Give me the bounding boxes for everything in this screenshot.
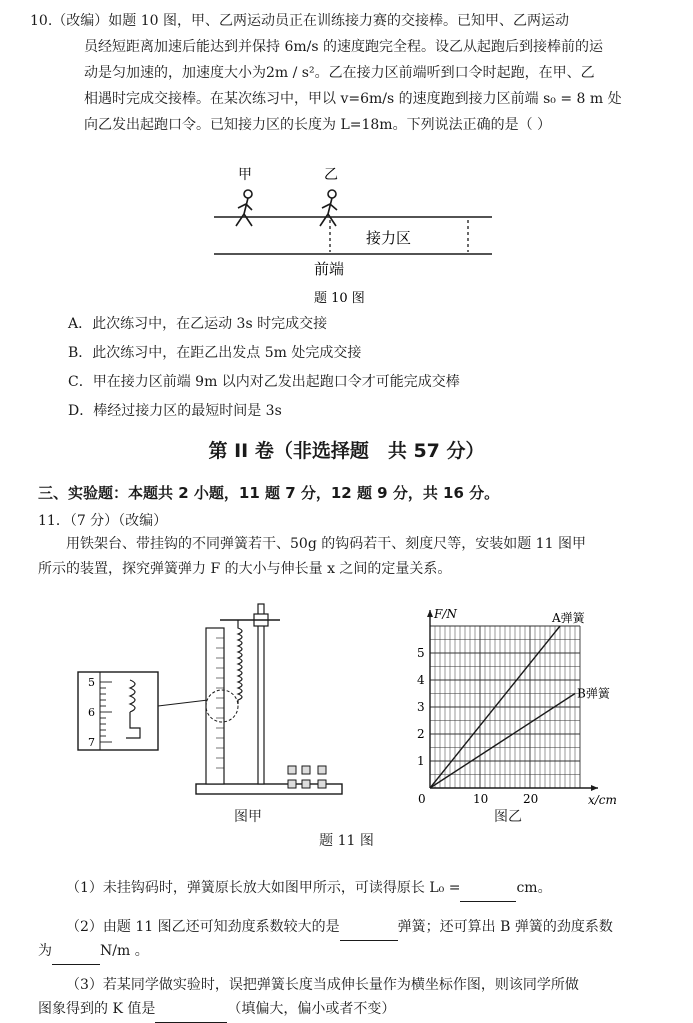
sub2-unit: N/m 。 — [100, 943, 149, 959]
zone-label: 接力区 — [366, 229, 412, 247]
y-axis-label: F/N — [434, 607, 457, 621]
runner-b-label: 乙 — [324, 167, 338, 183]
sub3-hint: （填偏大，偏小或者不变） — [227, 1001, 396, 1017]
scale-tick-label: 6 — [88, 706, 95, 719]
x-tick-label: 10 — [473, 792, 489, 806]
option-c: C．甲在接力区前端 9m 以内对乙发出起跑口令才可能完成交棒 — [68, 374, 460, 390]
figure-10-caption: 题 10 图 — [314, 291, 365, 306]
runner-b-figure — [320, 190, 337, 226]
sub-question-3-line-2 — [38, 996, 668, 1023]
y-tick-label: 4 — [417, 673, 425, 687]
answer-blank-4[interactable] — [155, 996, 227, 1023]
scale-tick-label: 7 — [88, 736, 95, 749]
sub2-text: （2）由题 11 图乙还可知劲度系数较大的是 — [66, 919, 340, 935]
sub-question-2 — [38, 914, 693, 941]
q10-line: 10.（改编）如题 10 图，甲、乙两运动员正在训练接力赛的交接棒。已知甲、乙两运动 — [30, 13, 569, 29]
answer-blank-1[interactable] — [460, 875, 516, 902]
inset-pointer — [158, 700, 208, 706]
question-11-body — [38, 532, 668, 582]
series-label: B弹簧 — [577, 686, 610, 701]
x-tick-label: 20 — [523, 792, 539, 806]
sub-question-1 — [38, 875, 693, 902]
q10-line: 动是匀加速的，加速度大小为2m / s²。乙在接力区前端听到口令时起跑，在甲、乙 — [84, 65, 595, 81]
hook-weights — [288, 766, 326, 788]
option-b: B．此次练习中，在距乙出发点 5m 处完成交接 — [68, 345, 362, 361]
fig-b-caption: 图乙 — [494, 809, 522, 825]
y-tick-label: 3 — [417, 700, 425, 714]
sub-question-2-line-2 — [38, 938, 668, 965]
sub1-text: （1）未挂钩码时，弹簧原长放大如图甲所示，可读得原长 L₀ = — [66, 880, 461, 896]
answer-blank-2[interactable] — [340, 914, 398, 941]
sub3-line2-text: 图象得到的 K 值是 — [38, 1001, 156, 1017]
scale-tick-label: 5 — [88, 676, 95, 689]
ruler — [206, 628, 224, 784]
sub2-text-mid: 弹簧；还可算出 B 弹簧的劲度系数 — [397, 919, 613, 935]
stand-pole — [258, 604, 264, 784]
fig-a-caption: 图甲 — [234, 809, 262, 825]
figure-11a-apparatus — [70, 588, 360, 828]
question-10-text — [30, 8, 670, 138]
sub2-line2-text: 为 — [38, 943, 52, 959]
figure-11b-chart — [400, 592, 640, 812]
sub1-unit: cm。 — [516, 880, 552, 896]
section-2-title: 第 II 卷（非选择题 共 57 分） — [208, 440, 485, 462]
option-a: A．此次练习中，在乙运动 3s 时完成交接 — [68, 316, 328, 332]
sub-question-3 — [38, 972, 693, 998]
origin-label: 0 — [418, 792, 426, 806]
x-axis-label: x/cm — [588, 793, 617, 807]
figure-10 — [200, 150, 500, 310]
runner-a-figure — [236, 190, 252, 226]
front-label: 前端 — [314, 260, 345, 278]
series-label: A弹簧 — [552, 611, 585, 625]
q11-body-line: 用铁架台、带挂钩的不同弹簧若干、50g 的钩码若干、刻度尺等，安装如题 11 图甲 — [66, 536, 586, 552]
question-11-header: 11．（7 分）（改编） — [38, 513, 168, 529]
option-d: D．棒经过接力区的最短时间是 3s — [68, 403, 282, 419]
x-axis-arrow — [591, 785, 598, 791]
figure-11-caption: 题 11 图 — [319, 833, 374, 849]
section-3-title: 三、实验题：本题共 2 小题，11 题 7 分，12 题 9 分，共 16 分。 — [38, 484, 500, 502]
spring — [238, 620, 242, 704]
runner-a-label: 甲 — [238, 167, 252, 183]
q11-body-line: 所示的装置，探究弹簧弹力 F 的大小与伸长量 x 之间的定量关系。 — [38, 561, 452, 577]
y-axis-arrow — [427, 610, 433, 617]
y-tick-label: 5 — [417, 646, 425, 660]
q10-line: 员经短距离加速后能达到并保持 6m/s 的速度跑完全程。设乙从起跑后到接棒前的运 — [84, 39, 603, 55]
answer-blank-3[interactable] — [52, 938, 100, 965]
y-tick-label: 2 — [417, 727, 425, 741]
q10-line: 相遇时完成交接棒。在某次练习中，甲以 v=6m/s 的速度跑到接力区前端 s₀ = 8 m 处 — [84, 91, 622, 107]
sub3-text: （3）若某同学做实验时，误把弹簧长度当成伸长量作为横坐标作图，则该同学所做 — [66, 977, 579, 993]
q10-line: 向乙发出起跑口令。已知接力区的长度为 L=18m。下列说法正确的是（ ） — [84, 117, 552, 133]
magnified-inset — [78, 672, 158, 750]
series-line — [430, 694, 575, 789]
y-tick-label: 1 — [417, 754, 425, 768]
